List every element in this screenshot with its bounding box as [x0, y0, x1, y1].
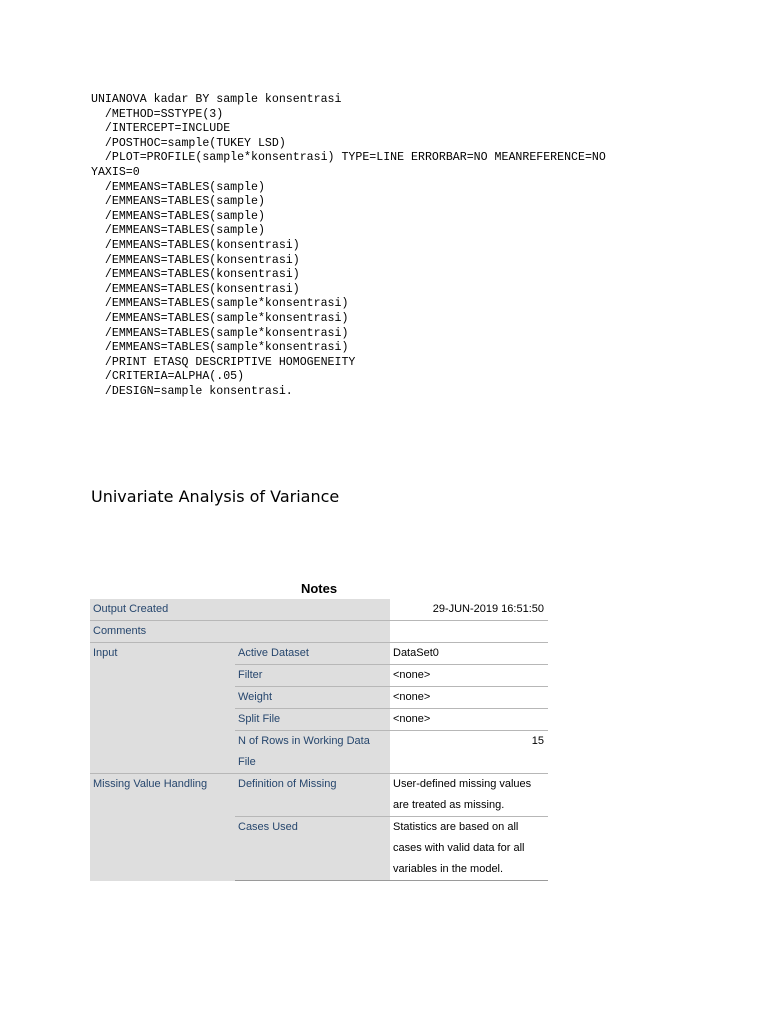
- row-label: Active Dataset: [235, 643, 390, 665]
- row-label: [235, 731, 390, 774]
- cell-value: <none>: [390, 687, 548, 709]
- syntax-line: /EMMEANS=TABLES(konsentrasi): [91, 238, 300, 252]
- cell-value: [390, 621, 548, 643]
- cell-value: <none>: [390, 709, 548, 731]
- cell-value: [390, 774, 548, 817]
- syntax-block: [91, 93, 606, 399]
- syntax-line: /EMMEANS=TABLES(konsentrasi): [91, 268, 300, 282]
- syntax-line: /EMMEANS=TABLES(sample): [91, 180, 265, 194]
- row-group-label: Missing Value Handling: [90, 774, 235, 881]
- row-label: Output Created: [90, 599, 390, 621]
- cell-value-line: Statistics are based on all: [393, 821, 519, 833]
- syntax-line: /EMMEANS=TABLES(sample*konsentrasi): [91, 311, 349, 325]
- row-label: Split File: [235, 709, 390, 731]
- row-label: Comments: [90, 621, 390, 643]
- syntax-line: /EMMEANS=TABLES(sample*konsentrasi): [91, 341, 349, 355]
- syntax-line: /EMMEANS=TABLES(konsentrasi): [91, 253, 300, 267]
- cell-value: 15: [390, 731, 548, 774]
- table-row: [90, 621, 548, 643]
- syntax-line: /EMMEANS=TABLES(sample*konsentrasi): [91, 326, 349, 340]
- syntax-line: YAXIS=0: [91, 165, 140, 179]
- syntax-line: /INTERCEPT=INCLUDE: [91, 122, 231, 136]
- row-label: Filter: [235, 665, 390, 687]
- cell-value: 29-JUN-2019 16:51:50: [390, 599, 548, 621]
- syntax-line: /EMMEANS=TABLES(sample*konsentrasi): [91, 297, 349, 311]
- syntax-line: /EMMEANS=TABLES(sample): [91, 209, 265, 223]
- row-group-label: Input: [90, 643, 235, 774]
- syntax-line: /PRINT ETASQ DESCRIPTIVE HOMOGENEITY: [91, 355, 356, 369]
- cell-value: DataSet0: [390, 643, 548, 665]
- syntax-line: /EMMEANS=TABLES(sample): [91, 195, 265, 209]
- syntax-line: /DESIGN=sample konsentrasi.: [91, 384, 293, 398]
- notes-table: [90, 599, 548, 881]
- row-label-line: File: [238, 756, 256, 768]
- cell-value-line: variables in the model.: [393, 863, 504, 875]
- syntax-line: /CRITERIA=ALPHA(.05): [91, 370, 245, 384]
- row-label: Weight: [235, 687, 390, 709]
- cell-value: [390, 817, 548, 881]
- syntax-line: /EMMEANS=TABLES(konsentrasi): [91, 282, 300, 296]
- table-row: [90, 599, 548, 621]
- cell-value: <none>: [390, 665, 548, 687]
- table-row: [90, 774, 548, 817]
- cell-value-line: are treated as missing.: [393, 799, 505, 811]
- syntax-line: /PLOT=PROFILE(sample*konsentrasi) TYPE=LINE ERRORBAR=NO MEANREFERENCE=NO: [91, 151, 606, 165]
- cell-value-line: cases with valid data for all: [393, 842, 525, 854]
- syntax-line: /POSTHOC=sample(TUKEY LSD): [91, 136, 286, 150]
- row-label-line: N of Rows in Working Data: [238, 735, 370, 747]
- cell-value-line: User-defined missing values: [393, 778, 532, 790]
- syntax-line: /METHOD=SSTYPE(3): [91, 107, 224, 121]
- section-title: Univariate Analysis of Variance: [91, 487, 340, 506]
- row-label: Cases Used: [235, 817, 390, 881]
- table-row: [90, 643, 548, 665]
- syntax-line: UNIANOVA kadar BY sample konsentrasi: [91, 93, 342, 106]
- syntax-line: /EMMEANS=TABLES(sample): [91, 224, 265, 238]
- row-label: Definition of Missing: [235, 774, 390, 817]
- notes-table-title: Notes: [300, 581, 338, 596]
